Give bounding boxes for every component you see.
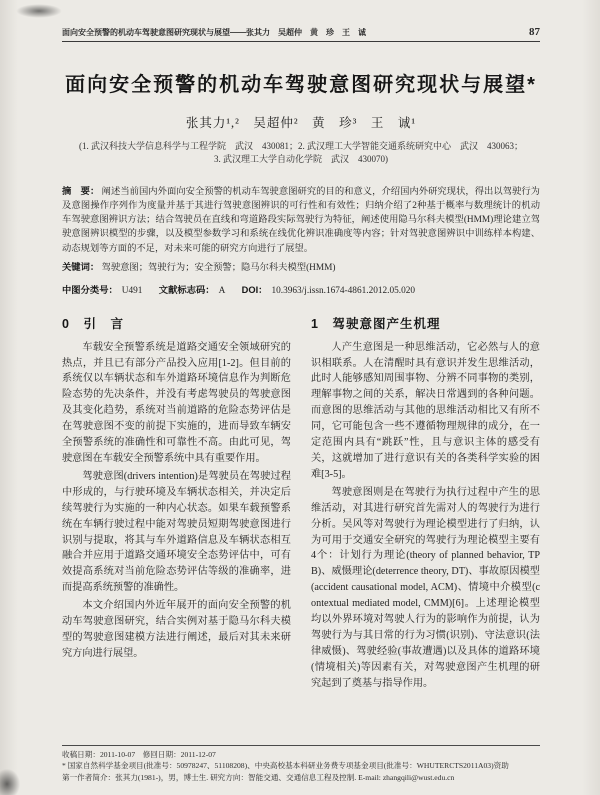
abstract-block — [62, 184, 540, 256]
clc-value: U491 — [121, 285, 143, 296]
footnote-area — [62, 745, 540, 783]
page-number: 87 — [529, 26, 540, 38]
abstract-label: 摘 要： — [62, 186, 100, 197]
author-bio: 第一作者简介：张其力(1981-)，男，博士生. 研究方向：智能交通、交通信息工程及控制. E-mail: zhangqili@wust.edu.cn — [62, 772, 455, 782]
abstract-text: 阐述当前国内外面向安全预警的机动车驾驶意图研究的目的和意义，介绍国内外研究现状，得出以驾驶行为及意图操作序列作为度量并基于其进行驾驶意图辨识的可行性和有效性；归纳介绍了2种基于概率与数理统计的机动车驾驶意图辨识方法；结合驾驶员在直线和弯道路段实际驾驶行为特征，阐述使用隐马尔科夫模型(HMM)理论建立驾驶意图辨识模型的步骤，以及模型参数学习和系统在线优化辨识准确度等内容；针对驾驶意图辨识中训练样本构建、动态规划等方面的不足，对未来可能的研究方向进行了展望。 — [62, 187, 540, 254]
clc-label: 中图分类号： — [62, 284, 118, 295]
running-title: 面向安全预警的机动车驾驶意图研究现状与展望——张其力 吴超仲 黄 珍 王 诚 — [62, 28, 366, 37]
left-column — [62, 308, 291, 694]
affiliation-line-1: (1. 武汉科技大学信息科学与工程学院 武汉 430081；2. 武汉理工大学智能交通系统研究中心 武汉 430063； — [79, 141, 523, 151]
right-column — [311, 308, 540, 694]
received-dates: 收稿日期：2011-10-07 修回日期：2011-12-07 — [62, 749, 216, 759]
body-columns — [62, 308, 540, 694]
running-head — [62, 26, 540, 42]
section-heading-mechanism: 1 驾驶意图产生机理 — [311, 316, 441, 331]
authors-line: 张其力¹,² 吴超仲² 黄 珍³ 王 诚¹ — [185, 116, 417, 130]
doi-group — [242, 286, 415, 296]
right-paragraph-2: 驾驶意图则是在驾驶行为执行过程中产生的思维活动，对其进行研究首先需对人的驾驶行为进行分析。吴风等对驾驶行为理论模型进行了归纳，认为可用于交通安全研究的驾驶行为理论模型主要有4个：计划行为理论(theory of planned behavior, TPB)、威慑理论(deterrence theory, DT)、事故原因模型(accident causational model, ACM)、情境中介模型(contextual mediated model, CMM)[6]。上述理论模型均以外界环境对驾驶人行为的影响作为前提，认为驾驶行为与其日常的行为习惯(识别)、守法意识(法律威慑)、驾驶经验(事故遭遇)以及具体的道路环境(情境相关)等因素有关，对驾驶意图产生机理的研究起到了奠基与指导作用。 — [311, 486, 540, 689]
doc-code-value: A — [218, 285, 226, 296]
keywords-text: 驾驶意图；驾驶行为；安全预警；隐马尔科夫模型(HMM) — [101, 262, 336, 273]
keywords-label: 关键词： — [62, 261, 100, 272]
funding-note: * 国家自然科学基金项目(批准号：50978247、51108208)、中央高校基本科研业务费专项基金项目(批准号：WHUTERCTS2011A03)资助 — [62, 761, 509, 771]
affiliations — [62, 140, 540, 166]
doi-label: DOI： — [241, 284, 268, 295]
keywords-line — [62, 261, 540, 276]
scan-smudge-top — [16, 4, 62, 18]
classification-line — [62, 282, 540, 296]
right-paragraph-1: 人产生意图是一种思维活动，它必然与人的意识相联系。人在清醒时具有意识并发生思维活动，此时人能够感知周围事物、分辨不同事物的类别，理解事物之间的关系，解决日常遇到的各种问题。而意图的思维活动与其他的思维活动相比又有所不同，它可能包含一些不遵循物理规律的成分，在一定范围内具有“跳跃”性，且与意识主体的感受有关，这就增加了进行意识有关的各类科学实验的困难[3-5]。 — [311, 341, 540, 480]
doc-code-label: 文献标志码： — [158, 284, 215, 295]
doc-code-group — [159, 286, 226, 296]
scan-smudge-bottom — [0, 769, 20, 795]
doi-value: 10.3963/j.issn.1674-4861.2012.05.020 — [271, 285, 416, 296]
clc-group — [62, 286, 142, 296]
affiliation-line-2: 3. 武汉理工大学自动化学院 武汉 430070) — [214, 154, 388, 165]
left-paragraph-2: 驾驶意图(drivers intention)是驾驶员在驾驶过程中形成的，与行驶环境及车辆状态相关，并决定后续驾驶行为实施的一种内心状态。如果车载预警系统在车辆行驶过程中能对驾驶员短期驾驶意图进行识别与提取，将其与车外道路信息及车辆状态相互融合并应用于道路交通环境安全态势评估中，可有效提高系统对当前危险态势评估等级的准确率，进而提高系统预警的准确性。 — [62, 470, 291, 594]
left-paragraph-3: 本文介绍国内外近年展开的面向安全预警的机动车驾驶意图研究，结合实例对基于隐马尔科夫模型的驾驶意图建模方法进行阐述，最后对其未来研究方向进行展望。 — [62, 600, 291, 659]
left-paragraph-1: 车载安全预警系统是道路交通安全领域研究的热点，并且已有部分产品投入应用[1-2]。但目前的系统仅以车辆状态和车外道路环境信息作为判断危险态势的先决条件，并没有考虑驾驶员的驾驶意图及其变化趋势，系统对当前道路的危险态势评估是在驾驶意图不变的前提下实施的，进而导致车辆安全预警系统的准确性和可靠性不高。由此可见，驾驶意图在车载安全预警系统中具有重要作用。 — [62, 341, 291, 464]
paper-title: 面向安全预警的机动车驾驶意图研究现状与展望* — [65, 74, 537, 96]
section-heading-introduction: 0 引 言 — [62, 316, 124, 331]
